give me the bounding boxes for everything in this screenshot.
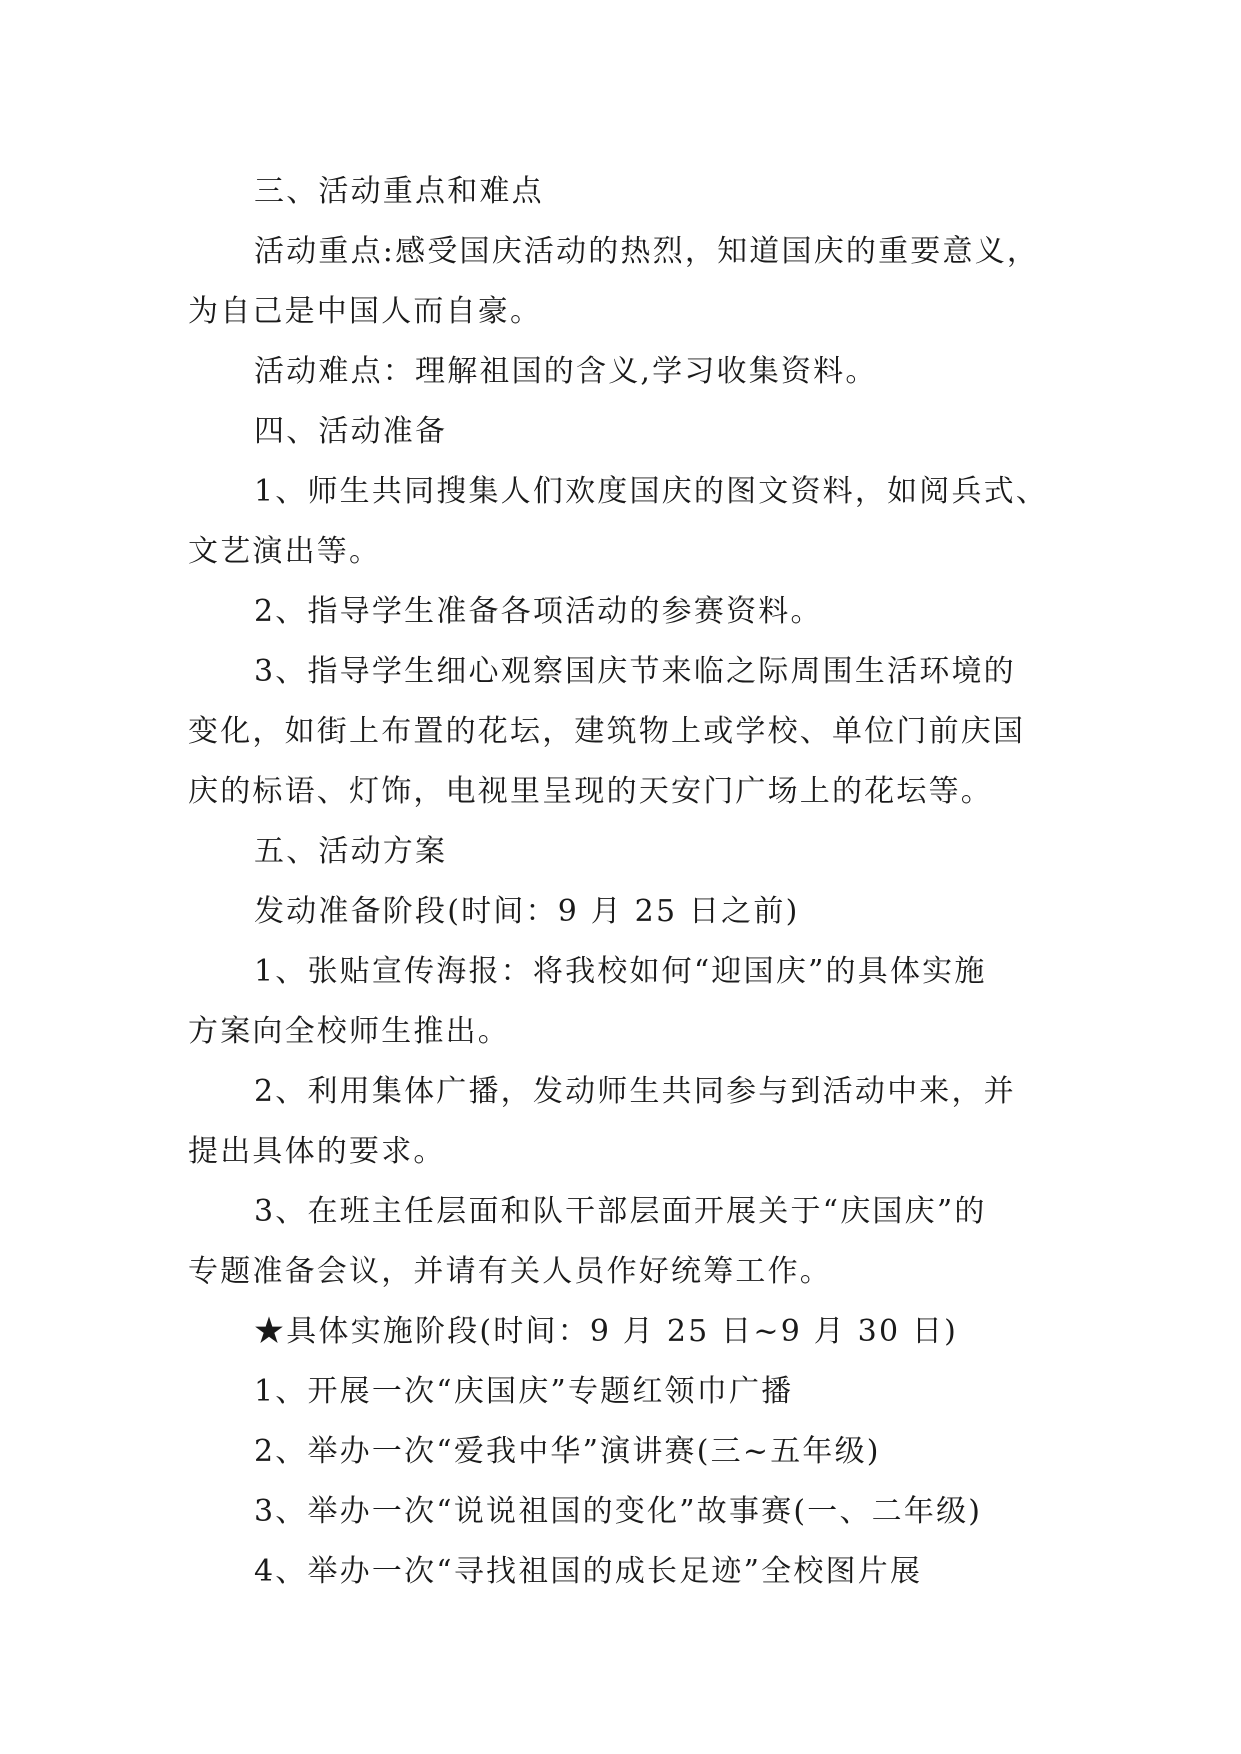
- text-line: 活动难点：理解祖国的含义,学习收集资料。: [254, 354, 878, 389]
- text-line: ★具体实施阶段(时间：9 月 25 日~9 月 30 日): [254, 1314, 959, 1349]
- text-line: 变化，如街上布置的花坛，建筑物上或学校、单位门前庆国: [188, 714, 1026, 749]
- text-line: 专题准备会议，并请有关人员作好统筹工作。: [188, 1254, 832, 1289]
- text-line: 五、活动方案: [254, 834, 448, 869]
- text-line: 活动重点:感受国庆活动的热烈，知道国庆的重要意义，: [254, 234, 1040, 269]
- text-line: 3、举办一次“说说祖国的变化”故事赛(一、二年级): [254, 1494, 983, 1529]
- text-line: 提出具体的要求。: [188, 1134, 446, 1169]
- text-line: 2、指导学生准备各项活动的参赛资料。: [254, 594, 823, 629]
- text-line: 庆的标语、灯饰，电视里呈现的天安门广场上的花坛等。: [188, 774, 993, 809]
- document-body: [188, 162, 1068, 1602]
- text-line: 发动准备阶段(时间：9 月 25 日之前): [254, 894, 800, 929]
- text-line: 1、开展一次“庆国庆”专题红领巾广播: [254, 1374, 794, 1409]
- text-line: 方案向全校师生推出。: [188, 1014, 510, 1049]
- text-line: 四、活动准备: [254, 414, 448, 449]
- text-line: 1、张贴宣传海报：将我校如何“迎国庆”的具体实施: [254, 954, 987, 989]
- text-line: 为自己是中国人而自豪。: [188, 294, 543, 329]
- text-line: 三、活动重点和难点: [254, 174, 544, 209]
- text-line: 3、指导学生细心观察国庆节来临之际周围生活环境的: [254, 654, 1016, 689]
- text-line: 4、举办一次“寻找祖国的成长足迹”全校图片展: [254, 1554, 923, 1589]
- text-line: 文艺演出等。: [188, 534, 382, 569]
- text-line: 1、师生共同搜集人们欢度国庆的图文资料，如阅兵式、: [254, 474, 1049, 509]
- text-line: 2、利用集体广播，发动师生共同参与到活动中来，并: [254, 1074, 1016, 1109]
- text-line: 3、在班主任层面和队干部层面开展关于“庆国庆”的: [254, 1194, 987, 1229]
- text-line: 2、举办一次“爱我中华”演讲赛(三~五年级): [254, 1434, 881, 1469]
